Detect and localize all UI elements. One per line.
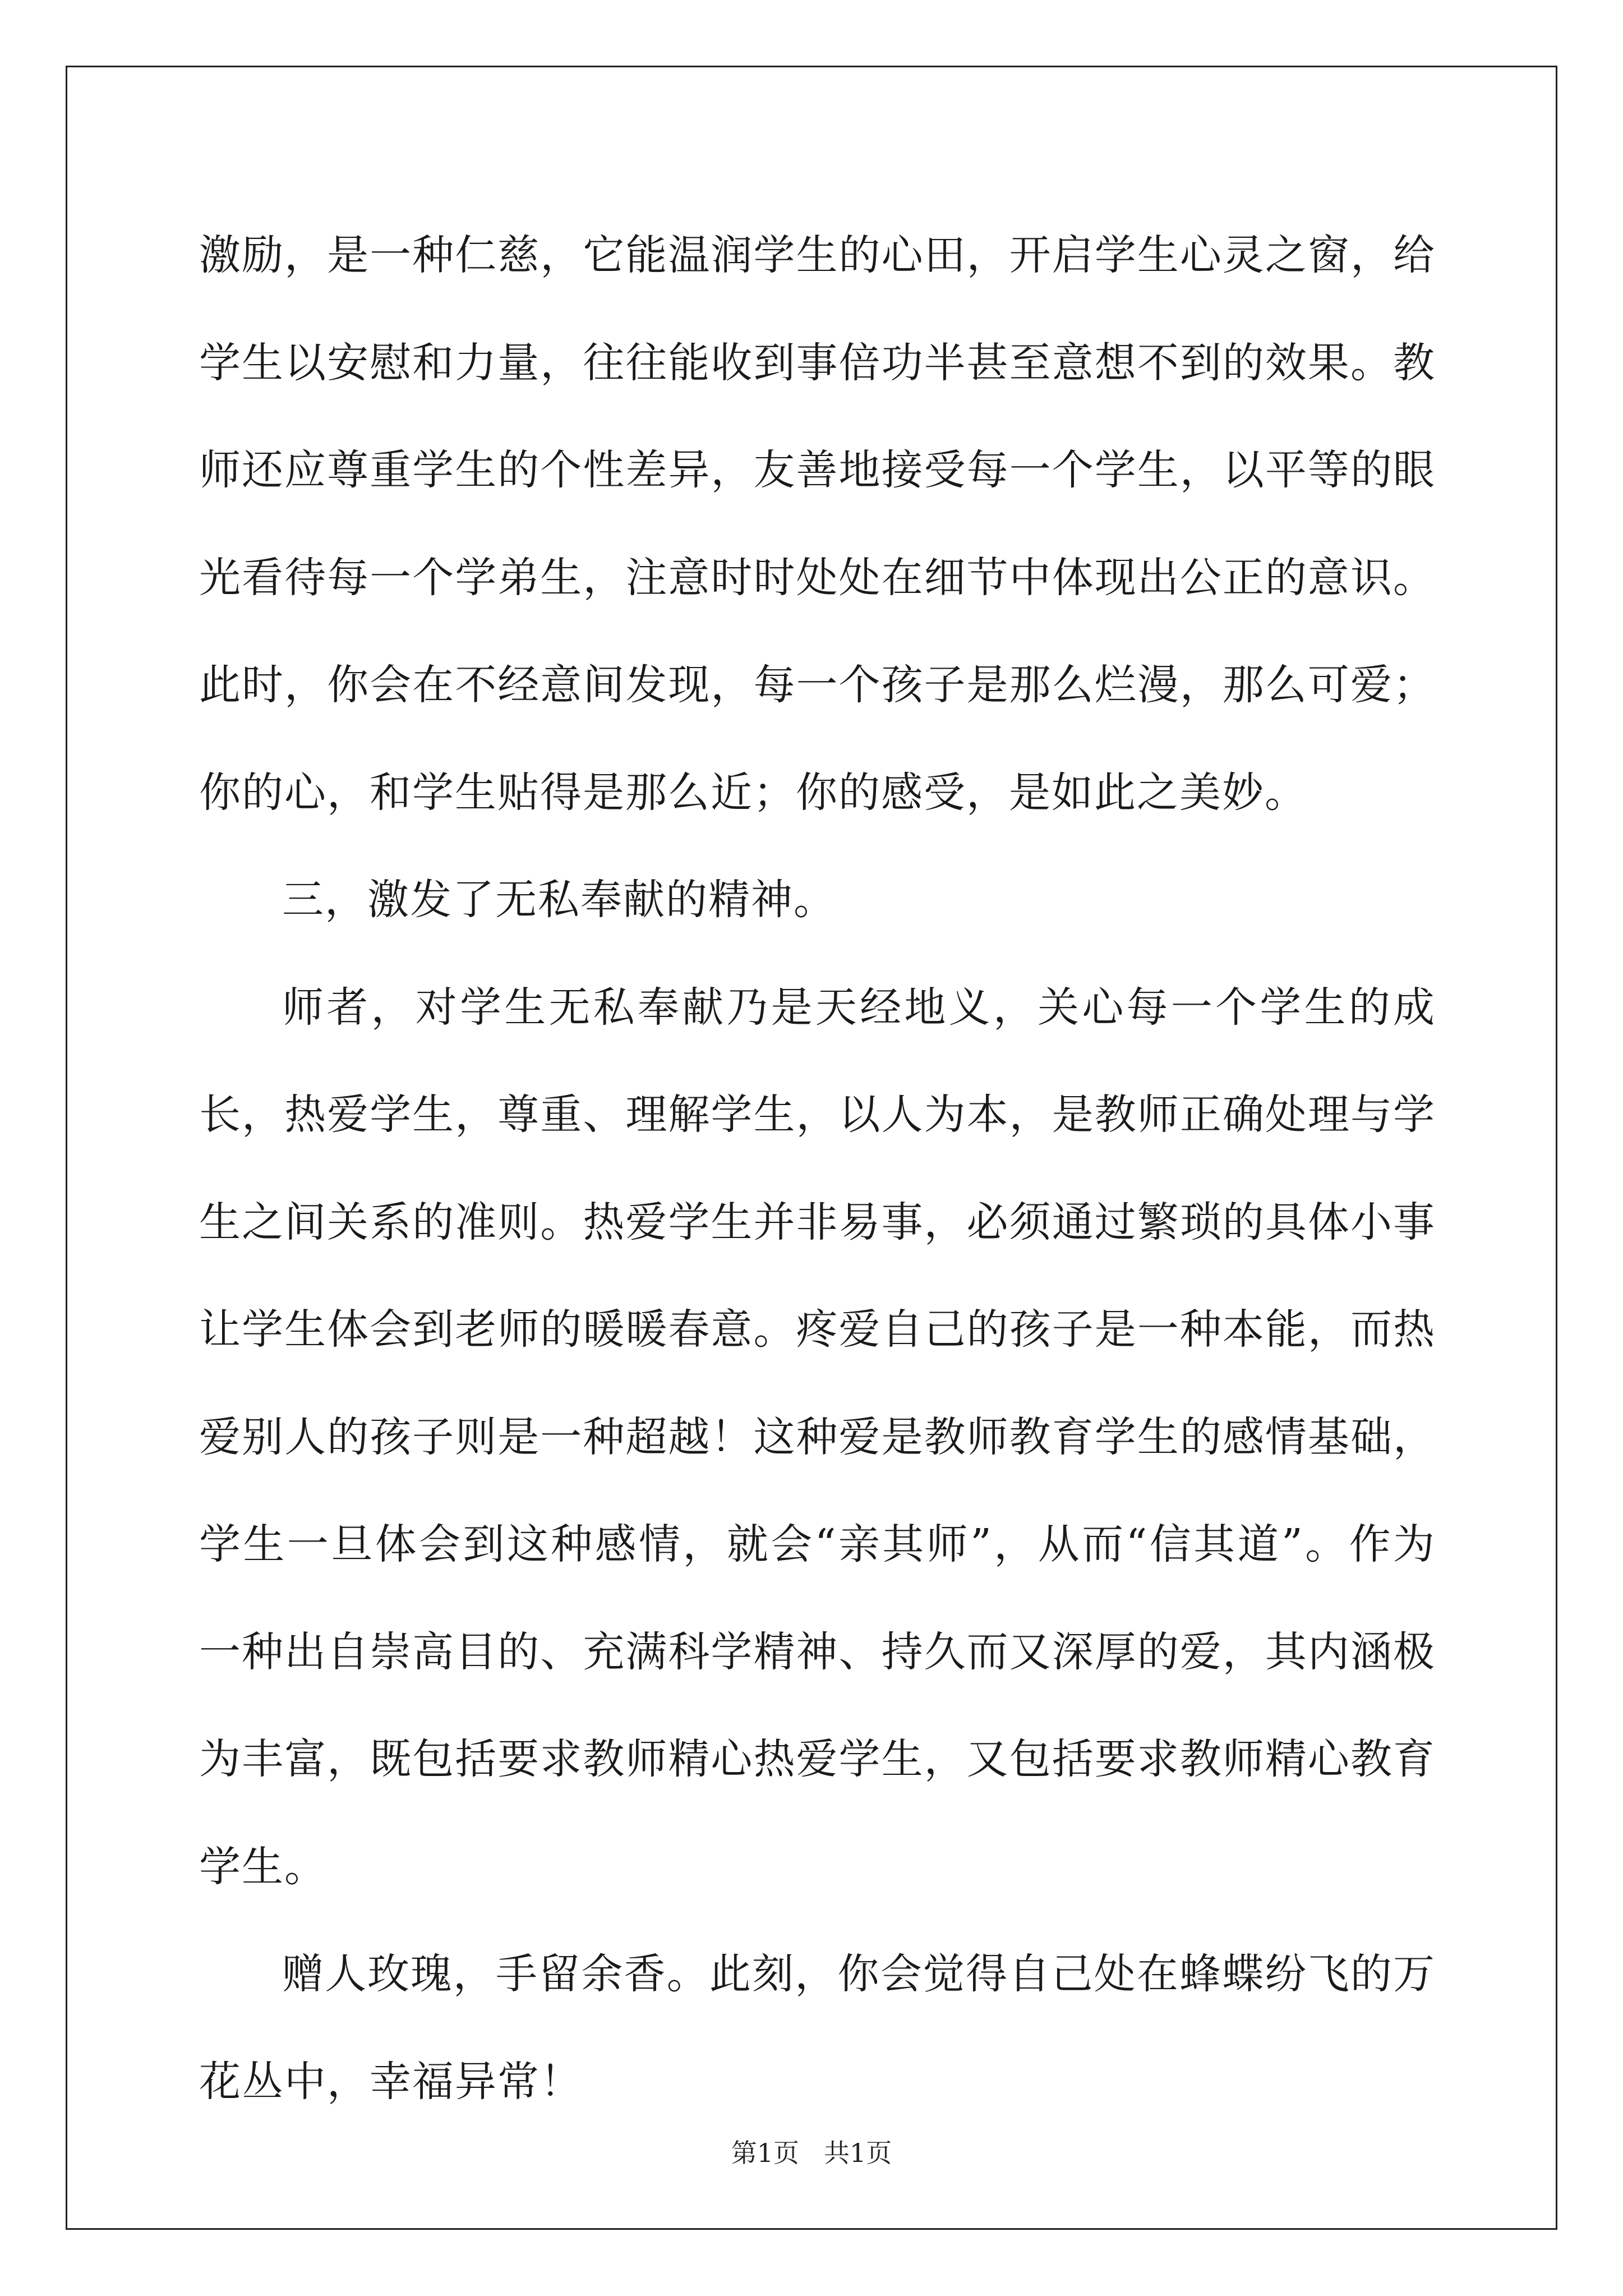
section-heading-three: 三，激发了无私奉献的精神。 xyxy=(282,876,836,924)
page-number: 第1页 xyxy=(731,2138,800,2168)
paragraph-roses: 赠人玫瑰，手留余香。此刻，你会觉得自己处在蜂蝶纷飞的万花丛中，幸福异常！ xyxy=(199,1950,1436,2106)
page-footer xyxy=(0,2136,1623,2170)
paragraph-devotion: 师者，对学生无私奉献乃是天经地义，关心每一个学生的成长，热爱学生，尊重、理解学生，以人为本，是教师正确处理与学生之间关系的准则。热爱学生并非易事，必须通过繁琐的具体小事让学生体会到老师的暖暖春意。疼爱自己的孩子是一种本能，而热爱别人的孩子则是一种超越！这种爱是教师教育学生的感情基础，学生一旦体会到这种感情，就会“亲其师”，从而“信其道”。作为一种出自崇高目的、充满科学精神、持久而又深厚的爱，其内涵极为丰富，既包括要求教师精心热爱学生，又包括要求教师精心教育学生。 xyxy=(199,983,1436,1891)
total-pages: 共1页 xyxy=(823,2138,892,2168)
document-body xyxy=(199,202,1436,2136)
paragraph-continuation: 激励，是一种仁慈，它能温润学生的心田，开启学生心灵之窗，给学生以安慰和力量，往往能收到事倍功半甚至意想不到的效果。教师还应尊重学生的个性差异，友善地接受每一个学生，以平等的眼光看待每一个学弟生，注意时时处处在细节中体现出公正的意识。此时，你会在不经意间发现，每一个孩子是那么烂漫，那么可爱；你的心，和学生贴得是那么近；你的感受，是如此之美妙。 xyxy=(199,231,1436,817)
